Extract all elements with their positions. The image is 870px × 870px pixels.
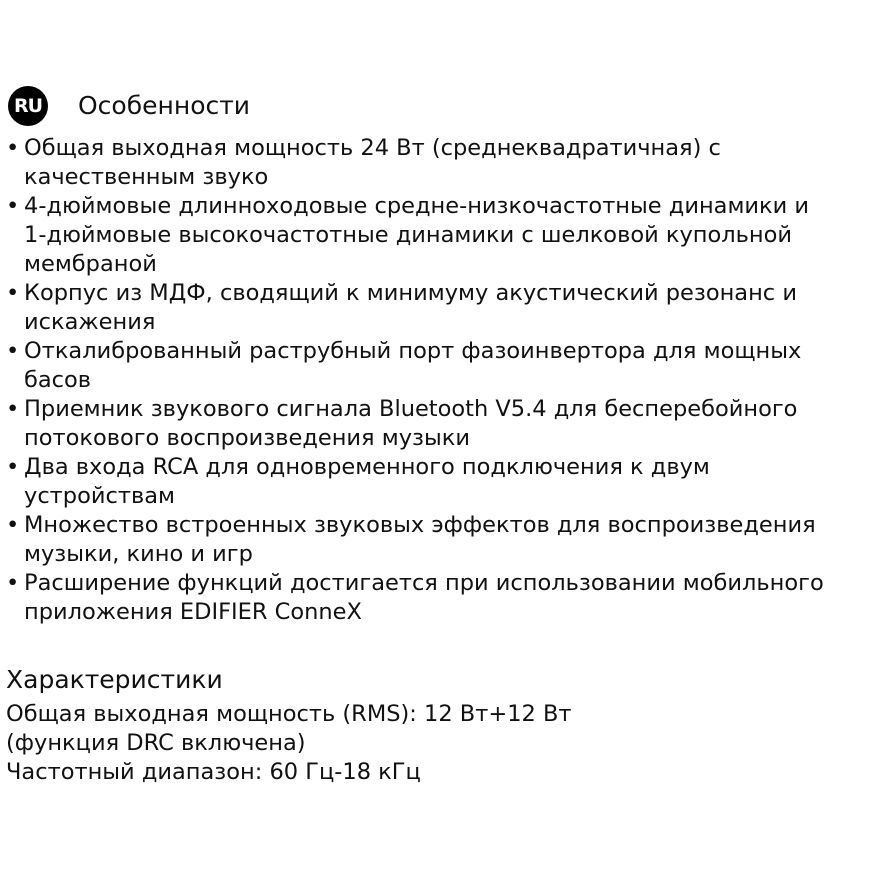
- feature-text-line: 4-дюймовые длинноходовые средне-низкочастотные динамики и: [24, 193, 810, 219]
- bullet-icon: •: [6, 135, 20, 161]
- feature-item: [6, 337, 868, 395]
- specifications-title: Характеристики: [6, 665, 223, 694]
- bullet-icon: •: [6, 570, 20, 596]
- feature-item: [6, 192, 868, 279]
- bullet-icon: •: [6, 512, 20, 538]
- feature-item: [6, 511, 868, 569]
- feature-item: [6, 453, 868, 511]
- feature-item: [6, 569, 868, 627]
- feature-text-line: Расширение функций достигается при использовании мобильного: [24, 570, 824, 596]
- feature-item: [6, 395, 868, 453]
- feature-text-line: Корпус из МДФ, сводящий к минимуму акустический резонанс и: [24, 280, 797, 306]
- bullet-icon: •: [6, 280, 20, 306]
- feature-text-line: искажения: [24, 309, 156, 335]
- feature-text-line: Общая выходная мощность 24 Вт (среднеквадратичная) с: [24, 135, 721, 161]
- feature-text-line: мембраной: [24, 251, 157, 277]
- feature-text-line: потокового воспроизведения музыки: [24, 425, 470, 451]
- spec-line: (функция DRC включена): [6, 730, 306, 756]
- bullet-icon: •: [6, 396, 20, 422]
- bullet-icon: •: [6, 454, 20, 480]
- feature-item: [6, 279, 868, 337]
- feature-text-line: качественным звуко: [24, 164, 269, 190]
- features-header: [8, 86, 250, 126]
- feature-text-line: Откалиброванный раструбный порт фазоинвертора для мощных: [24, 338, 802, 364]
- language-badge: RU: [8, 86, 48, 126]
- feature-text-line: музыки, кино и игр: [24, 541, 253, 567]
- features-title: Особенности: [78, 91, 251, 120]
- feature-text-line: устройствам: [24, 483, 175, 509]
- spec-line: Общая выходная мощность (RMS): 12 Вт+12 Вт: [6, 701, 572, 727]
- specifications-section: [6, 660, 868, 787]
- feature-text-line: басов: [24, 367, 92, 393]
- feature-list: [6, 134, 868, 627]
- feature-item: [6, 134, 868, 192]
- feature-text-line: приложения EDIFIER ConneX: [24, 599, 362, 625]
- feature-text-line: Два входа RCA для одновременного подключения к двум: [24, 454, 710, 480]
- bullet-icon: •: [6, 193, 20, 219]
- bullet-icon: •: [6, 338, 20, 364]
- feature-text-line: Приемник звукового сигнала Bluetooth V5.4 для бесперебойного: [24, 396, 798, 422]
- feature-text-line: Множество встроенных звуковых эффектов для воспроизведения: [24, 512, 816, 538]
- feature-text-line: 1-дюймовые высокочастотные динамики с шелковой купольной: [24, 222, 792, 248]
- spec-line: Частотный диапазон: 60 Гц-18 кГц: [6, 759, 421, 785]
